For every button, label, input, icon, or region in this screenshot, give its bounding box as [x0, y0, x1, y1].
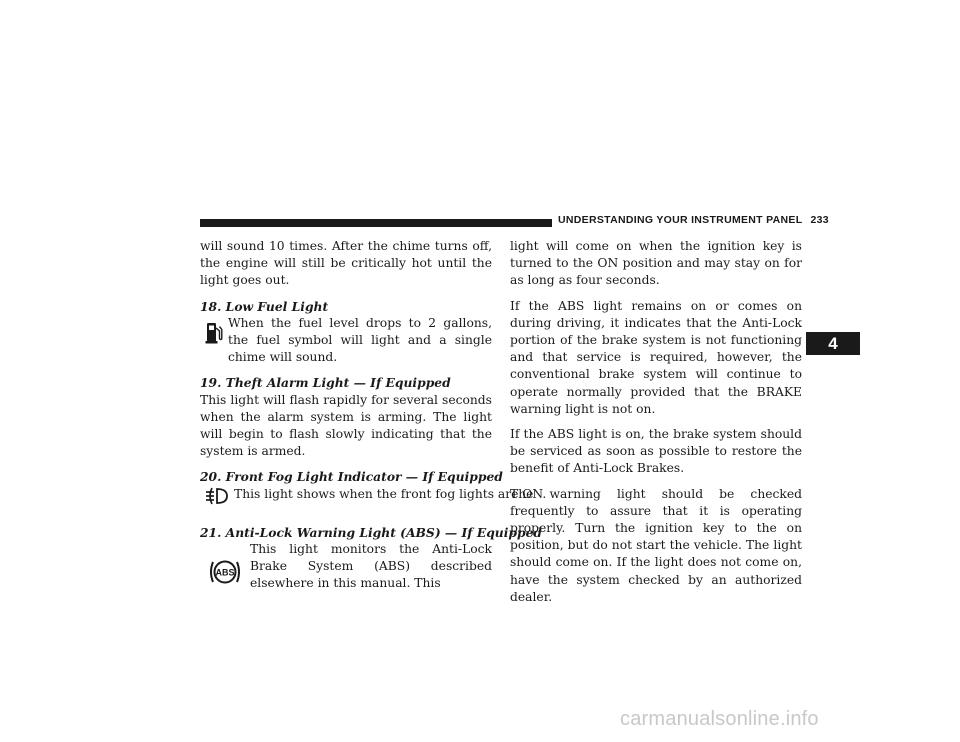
intro-paragraph: will sound 10 times. After the chime turns off, the engine will still be critically hot until the light goes out. — [200, 239, 492, 288]
page-number: 233 — [810, 214, 829, 226]
item-abs-warning-light — [200, 524, 543, 595]
paragraph: If the ABS light remains on or comes on during driving, it indicates that the Anti-Lock portion of the brake system is not functioning and that service is required, however, the conventional brake system will continue to operate normally provided that the BRAKE warning light is not on. — [510, 298, 802, 416]
header-title: UNDERSTANDING YOUR INSTRUMENT PANEL — [558, 214, 803, 226]
item-heading: 18. Low Fuel Light — [200, 298, 329, 314]
abs-icon-label: ABS — [215, 567, 235, 578]
right-column — [510, 238, 802, 614]
paragraph: If the ABS light is on, the brake system should be serviced as soon as possible to restore the benefit of Anti-Lock Brakes. — [510, 427, 802, 476]
item-heading: 21. Anti-Lock Warning Light (ABS) — If Equipped — [200, 524, 543, 540]
item-text: This light shows when the front fog lights are ON. — [234, 486, 547, 501]
abs-icon — [200, 541, 250, 595]
chapter-tab: 4 — [806, 332, 860, 355]
item-front-fog-light — [200, 468, 547, 505]
header-rule — [200, 219, 552, 227]
item-text: This light monitors the Anti-Lock Brake System (ABS) described elsewhere in this manual. This — [250, 541, 492, 591]
item-heading: 20. Front Fog Light Indicator — If Equipped — [200, 469, 503, 485]
item-theft-alarm-light — [200, 374, 492, 460]
fuel-pump-icon — [200, 315, 228, 349]
item-text: When the fuel level drops to 2 gallons, the fuel symbol will light and a single chime will sound. — [228, 315, 492, 365]
running-header — [558, 214, 829, 226]
item-low-fuel-light — [200, 298, 492, 367]
paragraph: light will come on when the ignition key is turned to the ON position and may stay on for as long as four seconds. — [510, 239, 802, 288]
item-text: This light will flash rapidly for several seconds when the alarm system is arming. The light will begin to flash slowly indicating that the system is armed. — [200, 392, 492, 459]
item-heading: 19. Theft Alarm Light — If Equipped — [200, 375, 451, 391]
left-column — [200, 238, 547, 603]
fog-light-icon — [200, 486, 234, 506]
watermark: carmanualsonline.info — [620, 708, 819, 730]
paragraph: The warning light should be checked frequently to assure that it is operating properly. Turn the ignition key to the on position, but do not start the vehicle. The light should come on. If the light does not come on, have the system checked by an authorized dealer. — [510, 486, 802, 604]
